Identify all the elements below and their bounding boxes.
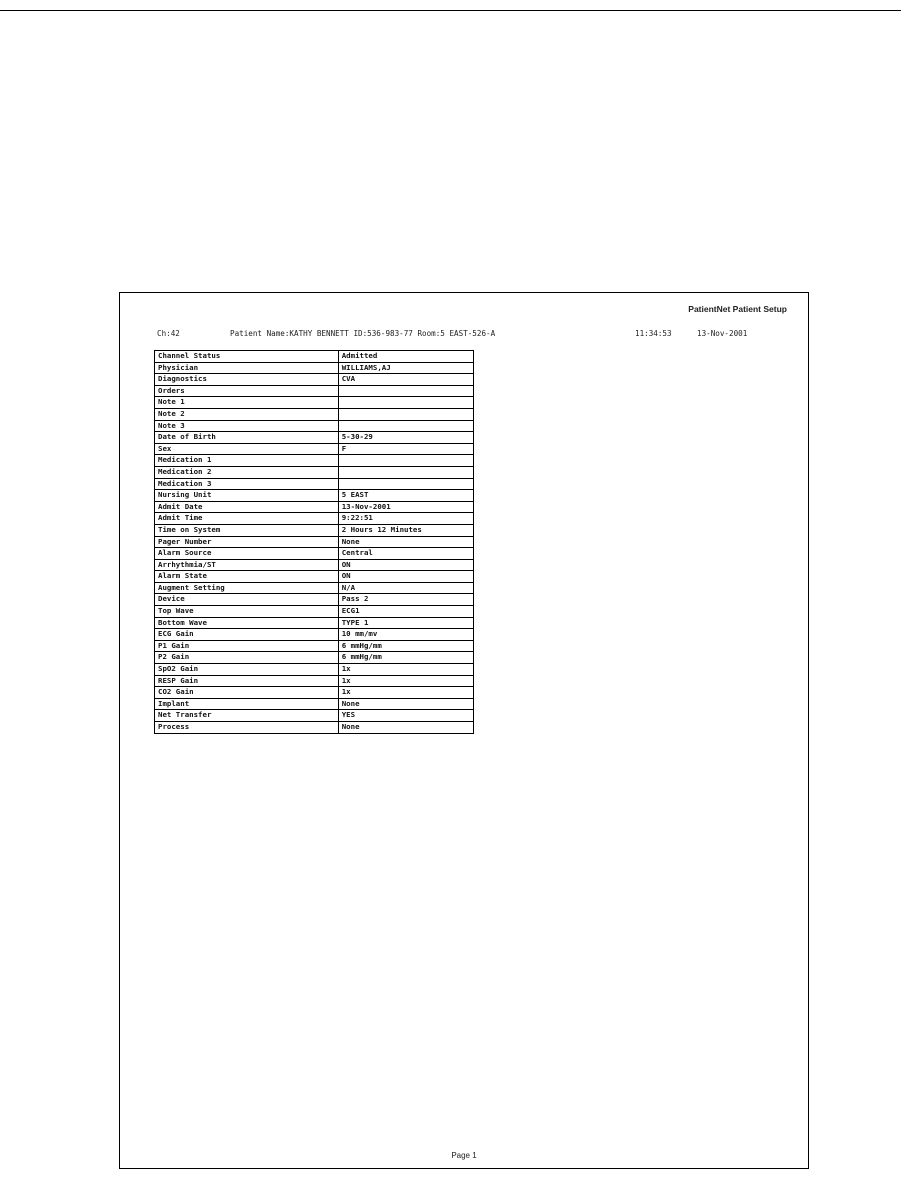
field-label: Admit Date [155, 501, 339, 513]
table-row [155, 351, 474, 363]
table-row [155, 536, 474, 548]
field-value: None [338, 698, 473, 710]
table-row [155, 629, 474, 641]
field-value [338, 478, 473, 490]
top-rule [0, 10, 901, 11]
field-value: ON [338, 571, 473, 583]
field-value: Pass 2 [338, 594, 473, 606]
field-label: Note 3 [155, 420, 339, 432]
field-value: CVA [338, 374, 473, 386]
table-row [155, 490, 474, 502]
table-row [155, 455, 474, 467]
table-row [155, 478, 474, 490]
table-row [155, 698, 474, 710]
table-row [155, 559, 474, 571]
patient-setup-table [154, 350, 474, 734]
table-row [155, 687, 474, 699]
field-label: Process [155, 722, 339, 734]
table-row [155, 675, 474, 687]
report-page [119, 292, 809, 1169]
table-row [155, 606, 474, 618]
report-time: 11:34:53 [635, 329, 672, 338]
table-row [155, 501, 474, 513]
table-row [155, 432, 474, 444]
table-row [155, 443, 474, 455]
field-value: None [338, 536, 473, 548]
field-value [338, 385, 473, 397]
table-row [155, 362, 474, 374]
table-row [155, 664, 474, 676]
field-label: Device [155, 594, 339, 606]
table-row [155, 571, 474, 583]
page-number: Page 1 [451, 1151, 477, 1160]
field-label: Medication 1 [155, 455, 339, 467]
field-label: Arrhythmia/ST [155, 559, 339, 571]
field-label: Orders [155, 385, 339, 397]
field-label: Admit Time [155, 513, 339, 525]
field-value [338, 397, 473, 409]
report-date: 13-Nov-2001 [697, 329, 748, 338]
field-label: SpO2 Gain [155, 664, 339, 676]
field-label: RESP Gain [155, 675, 339, 687]
table-row [155, 582, 474, 594]
table-row [155, 710, 474, 722]
table-row [155, 420, 474, 432]
field-value: ECG1 [338, 606, 473, 618]
table-row [155, 617, 474, 629]
field-value: 5-30-29 [338, 432, 473, 444]
table-row [155, 548, 474, 560]
field-label: Diagnostics [155, 374, 339, 386]
field-label: Medication 2 [155, 466, 339, 478]
field-label: Channel Status [155, 351, 339, 363]
field-value: 10 mm/mv [338, 629, 473, 641]
patient-info: Patient Name:KATHY BENNETT ID:536-983-77 Room:5 EAST-526-A [230, 329, 496, 338]
field-label: Top Wave [155, 606, 339, 618]
field-value: Central [338, 548, 473, 560]
field-value [338, 466, 473, 478]
table-row [155, 374, 474, 386]
field-value: 9:22:51 [338, 513, 473, 525]
table-row [155, 466, 474, 478]
field-label: Pager Number [155, 536, 339, 548]
field-value: TYPE 1 [338, 617, 473, 629]
field-value: 1x [338, 687, 473, 699]
field-label: Date of Birth [155, 432, 339, 444]
field-value: 6 mmHg/mm [338, 652, 473, 664]
table-row [155, 408, 474, 420]
field-label: Nursing Unit [155, 490, 339, 502]
field-label: Physician [155, 362, 339, 374]
field-label: Bottom Wave [155, 617, 339, 629]
field-label: Medication 3 [155, 478, 339, 490]
table-row [155, 524, 474, 536]
field-value: 2 Hours 12 Minutes [338, 524, 473, 536]
field-value: Admitted [338, 351, 473, 363]
field-label: P1 Gain [155, 640, 339, 652]
table-row [155, 722, 474, 734]
field-label: CO2 Gain [155, 687, 339, 699]
field-label: Note 1 [155, 397, 339, 409]
field-value: F [338, 443, 473, 455]
field-label: Implant [155, 698, 339, 710]
field-value: 5 EAST [338, 490, 473, 502]
field-label: Alarm Source [155, 548, 339, 560]
field-label: Alarm State [155, 571, 339, 583]
field-value: 13-Nov-2001 [338, 501, 473, 513]
field-value [338, 420, 473, 432]
field-value: 1x [338, 675, 473, 687]
field-value: None [338, 722, 473, 734]
field-value [338, 408, 473, 420]
field-label: Note 2 [155, 408, 339, 420]
field-value: N/A [338, 582, 473, 594]
field-label: Net Transfer [155, 710, 339, 722]
field-value: 6 mmHg/mm [338, 640, 473, 652]
table-row [155, 513, 474, 525]
field-label: Augment Setting [155, 582, 339, 594]
table-row [155, 385, 474, 397]
field-label: ECG Gain [155, 629, 339, 641]
field-value: ON [338, 559, 473, 571]
table-row [155, 640, 474, 652]
field-value: YES [338, 710, 473, 722]
field-label: Sex [155, 443, 339, 455]
field-value [338, 455, 473, 467]
channel-label: Ch:42 [157, 329, 180, 338]
table-row [155, 397, 474, 409]
table-row [155, 652, 474, 664]
field-value: WILLIAMS,AJ [338, 362, 473, 374]
field-label: Time on System [155, 524, 339, 536]
field-label: P2 Gain [155, 652, 339, 664]
field-value: 1x [338, 664, 473, 676]
table-row [155, 594, 474, 606]
report-title: PatientNet Patient Setup [688, 304, 787, 314]
